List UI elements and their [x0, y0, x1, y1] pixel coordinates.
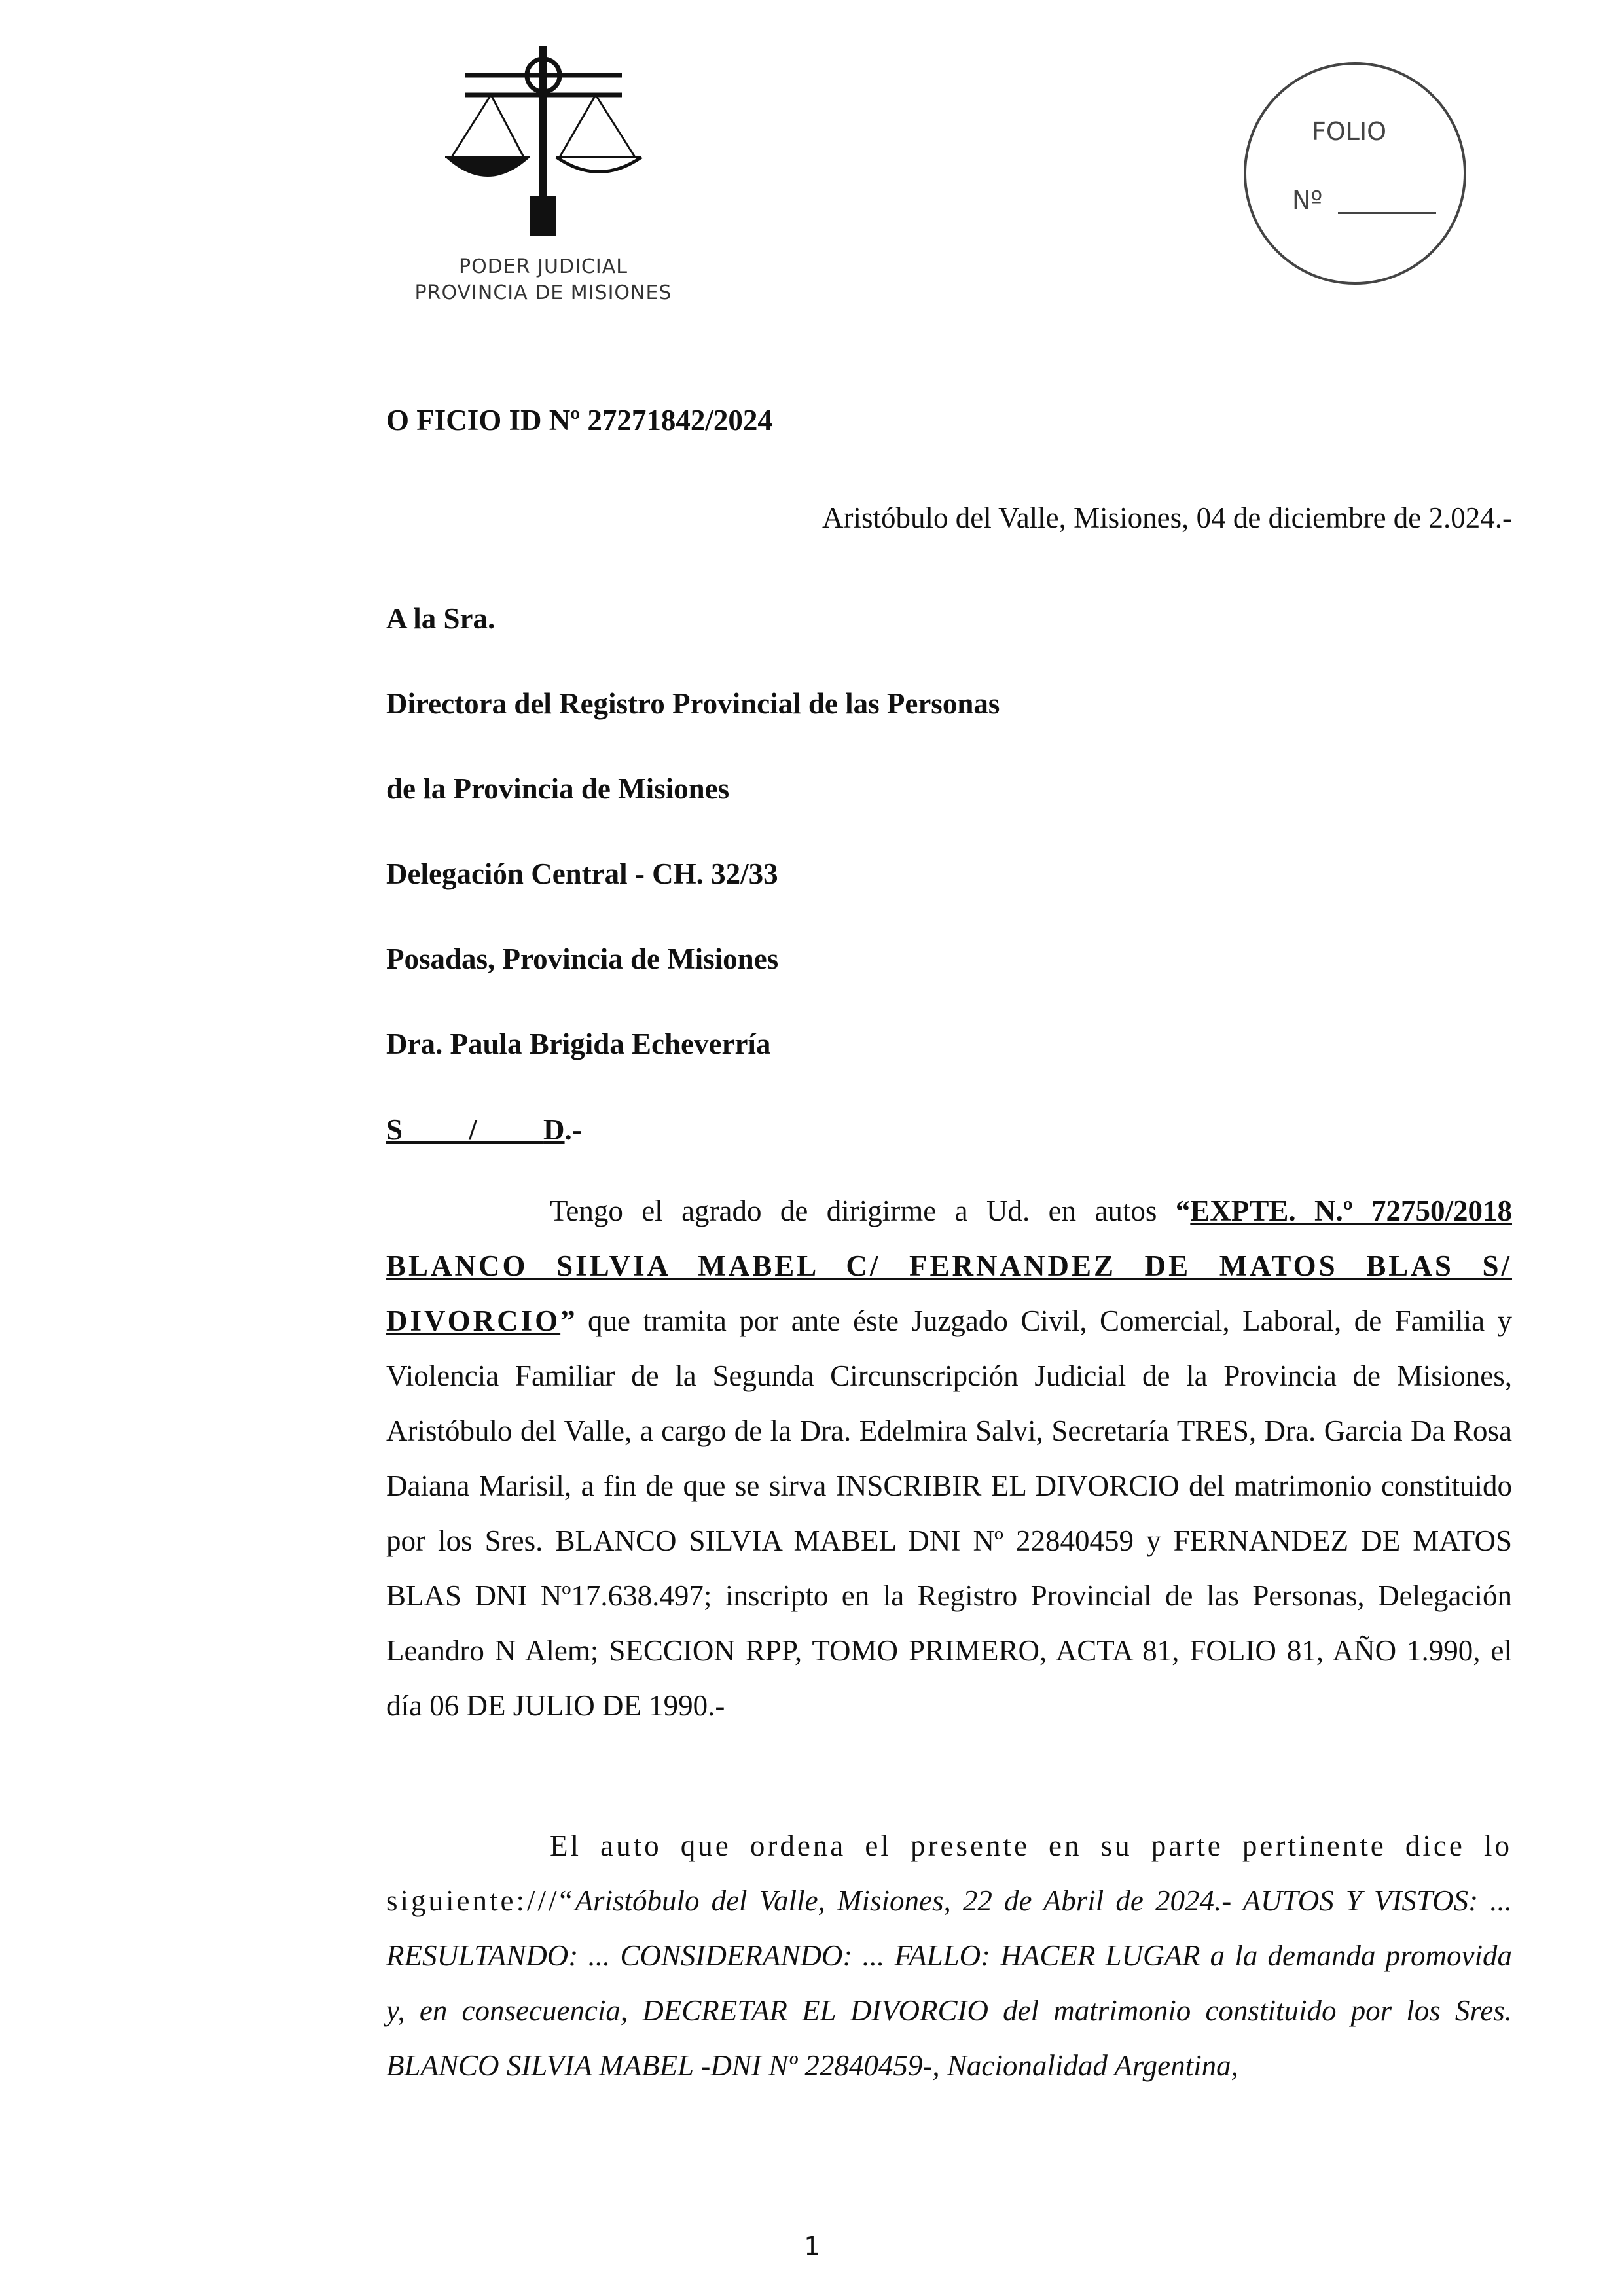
- quote-open: “: [1175, 1194, 1191, 1227]
- paragraph-2: [386, 1818, 1512, 2093]
- paragraph-2-intro: El auto que ordena el presente en su parte pertinente dice lo siguiente:///“: [386, 1829, 1512, 1917]
- quote-close: ”: [560, 1304, 575, 1337]
- page-number: 1: [804, 2232, 820, 2261]
- folio-stamp: [1244, 62, 1466, 285]
- sd-d: D: [543, 1113, 565, 1146]
- oficio-id: O FICIO ID Nº 27271842/2024: [386, 404, 772, 437]
- expte-number: EXPTE. N.º 72750/2018: [1190, 1194, 1512, 1227]
- logo-line-1: PODER JUDICIAL: [459, 255, 628, 278]
- addressee-line-3: de la Provincia de Misiones: [386, 772, 730, 805]
- folio-number-label: Nº: [1292, 186, 1323, 215]
- addressee-line-5: Posadas, Provincia de Misiones: [386, 942, 779, 975]
- scales-of-justice-icon: [425, 39, 661, 249]
- case-title: BLANCO SILVIA MABEL C/ FERNANDEZ DE MATOS BLAS S/ DIVORCIO: [386, 1249, 1512, 1337]
- logo-line-2: PROVINCIA DE MISIONES: [414, 281, 672, 304]
- sd-slash: /: [469, 1113, 477, 1146]
- addressee-line-2: Directora del Registro Provincial de las Personas: [386, 687, 1000, 720]
- paragraph-1-body: que tramita por ante éste Juzgado Civil, Comercial, Laboral, de Familia y Violencia Familiar de la Segunda Circunscripción Judicial de la Provincia de Misiones, Aristóbulo del Valle, a cargo de la Dra. Edelmira Salvi, Secretaría TRES, Dra. Garcia Da Rosa Daiana Marisil, a fin de que se sirva INSCRIBIR EL DIVORCIO del matrimonio constituido por los Sres. BLANCO SILVIA MABEL DNI Nº 22840459 y FERNANDEZ DE MATOS BLAS DNI Nº17.638.497; inscripto en la Registro Provincial de las Personas, Delegación Leandro N Alem; SECCION RPP, TOMO PRIMERO, ACTA 81, FOLIO 81, AÑO 1.990, el día 06 DE JULIO DE 1990.-: [386, 1304, 1512, 1722]
- addressee-line-4: Delegación Central - CH. 32/33: [386, 857, 778, 890]
- folio-label: FOLIO: [1312, 117, 1387, 146]
- paragraph-1: [386, 1183, 1512, 1733]
- date-line: Aristóbulo del Valle, Misiones, 04 de diciembre de 2.024.-: [822, 501, 1512, 534]
- addressee-line-6: Dra. Paula Brigida Echeverría: [386, 1028, 771, 1060]
- addressee-line-1: A la Sra.: [386, 602, 496, 635]
- poder-judicial-logo: [399, 39, 687, 304]
- paragraph-2-ruling: Aristóbulo del Valle, Misiones, 22 de Abril de 2024.- AUTOS Y VISTOS: ... RESULTANDO: ... CONSIDERANDO: ... FALLO: HACER LUGAR a la demanda promovida y, en consecuencia, DECRETAR EL DIVORCIO del matrimonio constituido por los Sres. BLANCO SILVIA MABEL -DNI Nº 22840459-, Nacionalidad Argentina,: [386, 1884, 1512, 2082]
- folio-number-blank: [1338, 212, 1436, 214]
- sd-tail: .-: [564, 1113, 582, 1146]
- sd-s: S: [386, 1113, 403, 1146]
- paragraph-1-intro: Tengo el agrado de dirigirme a Ud. en autos: [550, 1194, 1176, 1227]
- sd-closing: [386, 1113, 582, 1147]
